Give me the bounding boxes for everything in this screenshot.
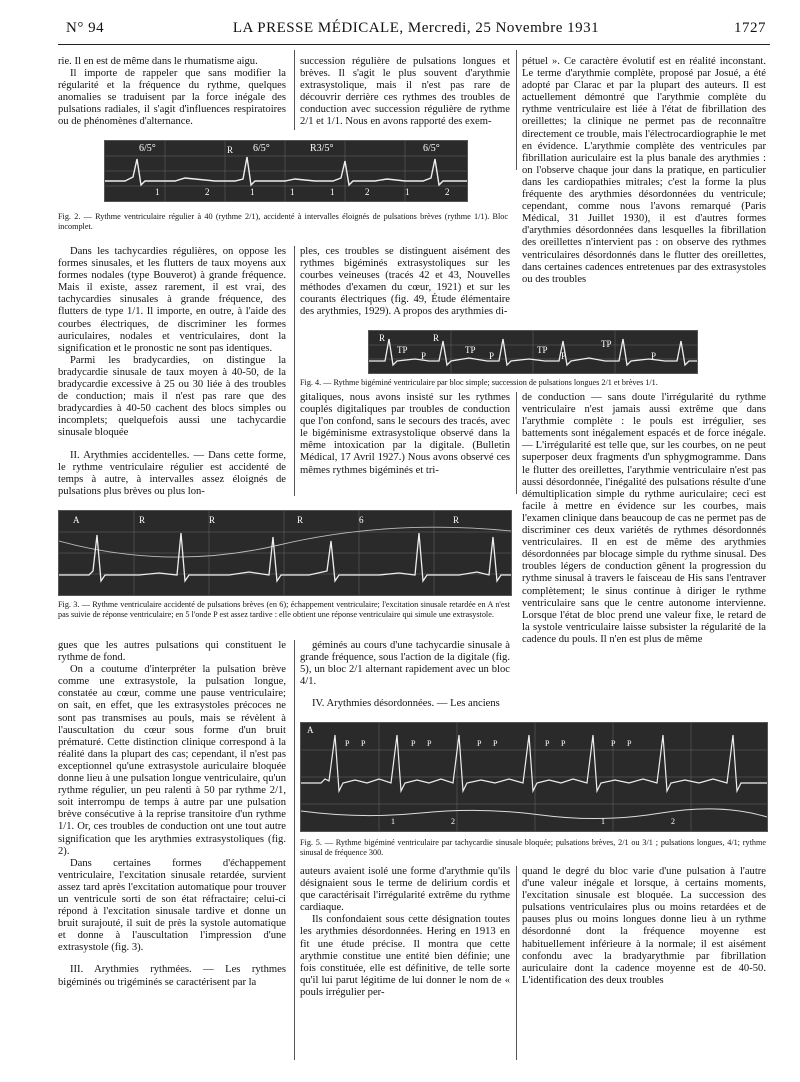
header-rule [58,44,770,45]
fig3-label: R [139,515,146,525]
paragraph: ples, ces troubles se distinguent aisément des rythmes bigéminés extrasystoliques sur les courbes veineuses (tracés 42 et 43, Nouvelles méthodes d'examen du cœur, 1921) et sur les courants électriques (fig. 49, Étude élémentaire des arythmies, 1929). A propos des arythmies di- [300,246,510,318]
fig5-label: P [561,739,566,748]
paragraph: Ils confondaient sous cette désignation toutes les arythmies désordonnées. Hering en 1913 en fit une étude précise. Il montra que cette arythmie constitue une entité bien définie; une fois constituée, elle est définitive, de telle sorte qu'il lui parut légitime de lui donner le nom de « pouls irrégulier per- [300,914,510,998]
fig4-label: P [651,351,657,361]
fig5-label: P [545,739,550,748]
fig4-label: TP [601,339,612,349]
fig4-label: TP [397,345,408,355]
paragraph: rie. Il en est de même dans le rhumatisme aigu. [58,56,258,67]
paragraph: Il importe de rappeler que sans modifier la régularité et la fréquence du rythme, quelques anomalies se traduisent par la force inégale des pulsations radiales, il s'agit d'influences respiratoires ou de phénomènes d'alternance. [58,68,286,128]
fig2-label: 2 [205,187,210,197]
fig3-label: A [73,515,80,525]
figure-3-caption: Fig. 3. — Rythme ventriculaire accidenté de pulsations brèves (en 6); échappement ventriculaire; l'excitation sinusale retardée en A n'est pas suivie de réponse ventriculaire; en 5 l'onde P est assez tardive : elle obtient une réponse ventriculaire qui simule une extrasystole. [58,600,510,619]
col2-bot [300,640,510,710]
fig5-label: P [493,739,498,748]
journal-title: LA PRESSE MÉDICALE, Mercredi, 25 Novembre 1931 [232,20,600,36]
fig3-label: R [297,515,304,525]
paragraph: succession régulière de pulsations longues et brèves. Il s'agit le plus souvent d'arythmie extrasystolique, mais il n'est pas rare de découvrir derrière ces rythmes des troubles de conduction avec succession régulière de rythme 2/1 et 1/1. Nous en avons rapporté des exem- [300,56,510,128]
figure-4-caption: Fig. 4. — Rythme bigéminé ventriculaire par bloc simple; succession de pulsations longues 2/1 et brèves 1/1. [300,378,658,387]
fig4-label: P [421,351,427,361]
col1-low [58,640,286,989]
fig4-label: TP [537,345,548,355]
fig3-label: R [209,515,216,525]
col2-top [300,56,510,129]
paragraph: Dans certaines formes d'échappement ventriculaire, l'excitation sinusale retardée, survient assez tard après l'excitation automatique pour trouver un ventricule sorti de son état réfractaire; celui-ci répond à l'excitation sinusale tardive et donne un bruit surajouté, il suit de près la systole automatique et donne à l'auscultation l'impression d'une extrasystole (fig. 3). [58,857,286,954]
figure-4-ecg [368,330,698,374]
fig5-label: A [307,725,314,735]
col1-mid [58,246,286,498]
paragraph: gues que les autres pulsations qui constituent le rythme de fond. [58,640,286,664]
fig5-label: P [477,739,482,748]
fig4-label: P [489,351,495,361]
fig2-label: 1 [330,187,335,197]
fig2-label: 1 [155,187,160,197]
fig5-label: 2 [451,817,455,826]
col2-end [300,866,510,999]
paragraph: pétuel ». Ce caractère évolutif est en réalité inconstant. Le terme d'arythmie complète, proposé par Josué, a été adopté par Clarac et par la plupart des auteurs. Il est actuellement démontré que l'arythmie complète du rythme ventriculaire est liée à l'état de fibrillation des oreillettes; la clinique ne permet pas de reconnaître directement ce trouble, mais l'électrocardiographie le met en évidence. L'arythmie complète des ventricules par fibrillation auriculaire est la plus banale des arythmies : on l'observe chaque jour dans la pratique, en particulier dans les cardiopathies mitrales; c'est la forme la plus fréquente des arythmies désordonnées du ventricule; cependant, comme nous l'avons remarqué (Paris Médical, 31 Juillet 1930), il est d'autres formes d'arythmies désordonnées dans lesquelles la fibrillation des oreillettes n'intervient pas : on observe des rythmes ventriculaires désordonnés dans le flutter des oreillettes, dans certaines cadences entretenues par des extrasystoles ou des troubles [522,56,766,285]
column-divider [516,392,517,494]
fig2-label: 1 [405,187,410,197]
fig2-label: 1 [290,187,295,197]
fig5-label: P [411,739,416,748]
column-divider [294,50,295,130]
fig5-label: P [361,739,366,748]
paragraph: de conduction — sans doute l'irrégularité du rythme ventriculaire n'est jamais aussi extrême que dans l'arythmie complète : le pouls est irrégulier, ses battements sont inégalement espacés et de force inégale. — L'irrégularité est telle que, sur les courbes, on ne peut superposer deux fragments d'un sphygmogramme. Dans le flutter des oreillettes, l'arythmie ventriculaire n'est pas aussi désordonnée, l'inégalité des pulsations résulte d'une démultiplication simple du rythme auriculaire; ceci est facile à mettre en évidence sur les courbes, mais l'examen clinique dans beaucoup de cas ne permet pas de discriminer ces deux variétés de rythmes désordonnés ventriculaires. Il en est de même des arythmies désordonnées par blocage simple du rythme sinusal. Des troubles légers de conduction gênent la progression du rythme sinusal à travers le faisceau de His sans l'entraver complètement; le sinus continue à diriger le rythme ventriculaire sans que le centre autonome intervienne. Lorsque l'état de bloc prend une valeur fixe, le retard de la systole ventriculaire laisse subsister la régularité de la cadence du pouls. Il n'en est plus de même [522,392,766,645]
column-divider [516,50,517,170]
paragraph: On a coutume d'interpréter la pulsation brève comme une extrasystole, la pulsation longue, constatée au cœur, comme une pause ventriculaire; on sait, en effet, que les extrasystoles précoces ne sont pas transmises au pouls, mais se révèlent à l'auscultation du cœur sous forme d'un bruit prématuré. Cette distinction clinique correspond à la réalité dans la plupart des cas; cependant, il n'est pas exceptionnel qu'une extrasystole auriculaire bloquée donne lieu à une pulsation longue ventriculaire, qu'un rythme régulier, un peu ralenti à 50 par rythme 2/1, soit interrompu de temps à autre par une pulsation brève consécutive à la reprise transitoire d'un rythme 1/1. Or, ces troubles de conduction ont une tout autre signification que les arythmies extrasystoliques (fig. 2). [58,664,286,857]
fig5-label: P [611,739,616,748]
col3-low [522,392,766,646]
fig5-label: 1 [601,817,605,826]
fig4-label: TP [465,345,476,355]
paragraph: auteurs avaient isolé une forme d'arythmie qu'ils désignaient sous le terme de delirium cordis et que caractérisait l'irrégularité extrême du rythme cardiaque. [300,866,510,914]
fig2-label: 6/5° [253,143,270,154]
col2-low [300,392,510,477]
fig4-label: R [433,333,440,343]
paragraph: géminés au cours d'une tachycardie sinusale à grande fréquence, sous l'action de la digitale (fig. 5), un bloc 2/1 alternant rapidement avec un bloc 4/1. [300,640,510,688]
column-divider [294,246,295,496]
col2-mid [300,246,510,319]
fig5-label: P [627,739,632,748]
fig2-label: R [227,145,234,155]
fig2-label: 6/5° [423,143,440,154]
paragraph: IV. Arythmies désordonnées. — Les anciens [312,698,500,710]
figure-5-caption: Fig. 5. — Rythme bigéminé ventriculaire par tachycardie sinusale bloquée; pulsations brèves, 2/1 ou 3/1 ; pulsations longues, 4/1; rythme sinusal de fréquence 300. [300,838,766,857]
fig4-label: R [379,333,386,343]
figure-2-caption: Fig. 2. — Rythme ventriculaire régulier à 40 (rythme 2/1), accidenté à intervalles éloignés de pulsations brèves (rythme 1/1). Bloc incomplet. [58,212,508,231]
fig3-label: 6 [359,515,364,525]
figure-5-ecg [300,722,768,832]
fig3-label: R [453,515,460,525]
fig4-label: P [561,351,567,361]
column-divider [294,640,295,1060]
figure-2-ecg [104,140,468,202]
page-header [66,18,766,40]
col1-top [58,56,286,129]
paragraph: Parmi les bradycardies, on distingue la bradycardie sinusale de taux moyen à 40-50, de la bradycardie excessive à 25 ou 30 liée à des troubles de conduction; mais il n'est pas rare que des bradycardies à 40-50 cachent des blocs simples ou incomplets; quelquefois aussi une tachycardie sinusale bloquée [58,354,286,439]
col3-end [522,866,766,987]
fig5-label: P [427,739,432,748]
issue-number: N° 94 [66,20,105,36]
fig5-label: 2 [671,817,675,826]
figure-3-ecg [58,510,512,596]
fig2-label: 6/5° [139,143,156,154]
fig5-label: P [345,739,350,748]
paragraph: gitaliques, nous avons insisté sur les rythmes couplés digitaliques par troubles de conduction que l'on confond, sans le secours des tracés, avec le bigéminisme extrasystolique observé dans la même intoxication par la digitale. (Bulletin Médical, 17 Avril 1927.) Nous avons observé ces mêmes rythmes bigéminés et tri- [300,392,510,476]
fig5-label: 1 [391,817,395,826]
fig2-label: 1 [250,187,255,197]
fig2-label: 2 [445,187,450,197]
paragraph: Dans les tachycardies régulières, on oppose les formes sinusales, et les flutters de taux moyens aux formes nodales (type Bouverot) à grande fréquence. Mais il existe, assez rarement, il est vrai, des tachycardies sinusales à grande fréquence, des flutters de type 1/1. Il importe, en outre, à l'aide des courbes électriques, de discriminer les formes auriculaires, nodales et ventriculaires, dont la signification et le pronostic ne sont pas identiques. [58,246,286,354]
page-number: 1727 [734,20,766,36]
fig2-label: 2 [365,187,370,197]
paragraph: II. Arythmies accidentelles. — Dans cette forme, le rythme ventriculaire régulier est accidenté de temps à autre, à intervalles assez éloignés de pulsations plus brèves ou plus lon- [58,449,286,497]
paragraph: III. Arythmies rythmées. — Les rythmes bigéminés ou trigéminés se caractérisent par la [58,964,286,988]
column-divider [516,866,517,1060]
col3-top [522,56,766,286]
paragraph: quand le degré du bloc varie d'une pulsation à l'autre d'une valeur inégale et lorsque, à certains moments, l'excitation sinusale est bloquée. La succession des pulsations ventriculaires plus ou moins retardées et de pauses plus ou moins longues donne lieu à un rythme désordonné dont la fréquence moyenne est habituellement inférieure à la normale; il est aisément confondu avec la bradyarythmie par fibrillation auriculaire dont la cadence moyenne est de 40-50. L'identification des deux troubles [522,866,766,986]
fig2-label: R3/5° [310,143,334,154]
